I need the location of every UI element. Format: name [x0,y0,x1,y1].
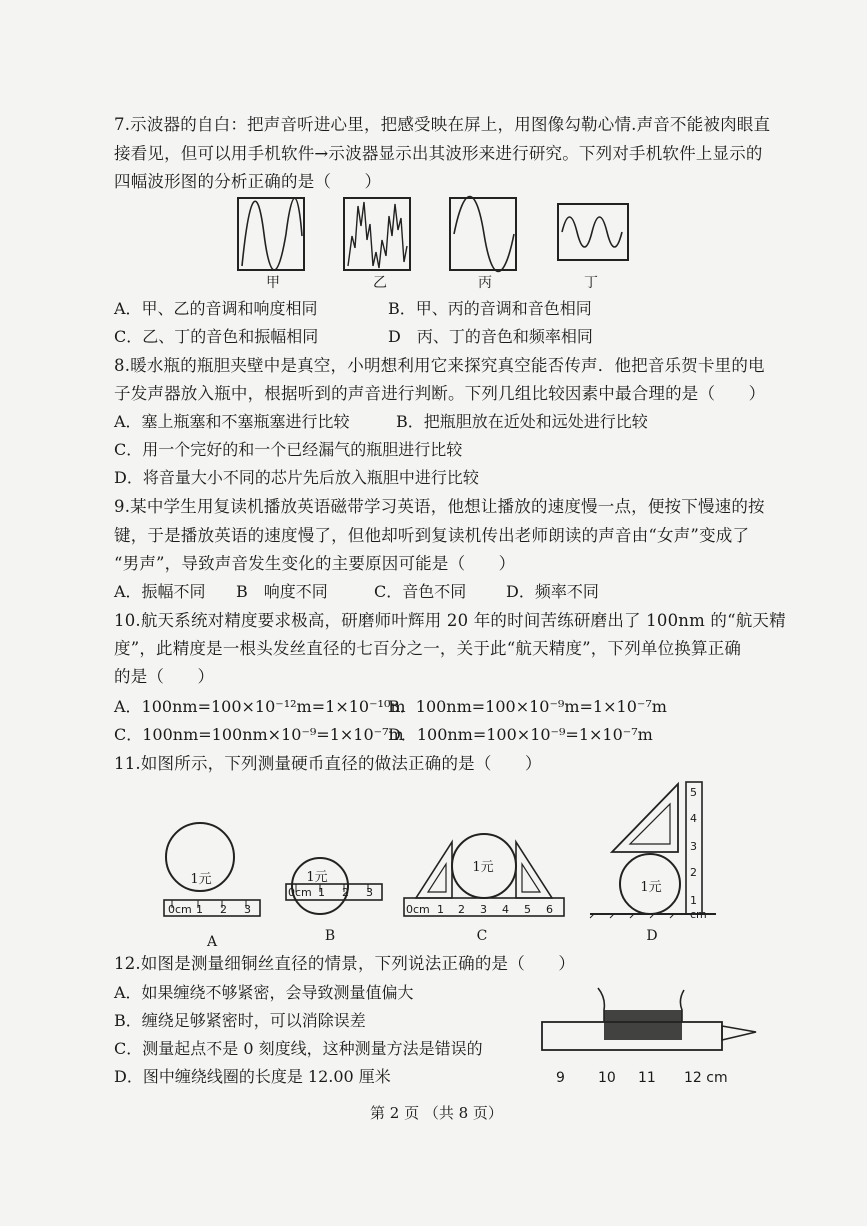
q8-line1: 8.暖水瓶的瓶胆夹壁中是真空，小明想利用它来探究真空能否传声．他把音乐贺卡里的电 [114,356,765,375]
q10-option-b: B．100nm=100×10⁻⁹m=1×10⁻⁷m [388,697,667,716]
ruler-c-3: 3 [480,903,487,916]
waveform-jia-frame [238,198,304,270]
figure-label-d: D [646,928,658,944]
coin-figure-d [590,778,720,918]
q10-line1: 10.航天系统对精度要求极高，研磨师叶辉用 20 年的时间苦练研磨出了 100nm 的“航天精 [114,611,786,630]
q8-option-a: A．塞上瓶塞和不塞瓶塞进行比较 [114,412,350,431]
ruler-b-2: 2 [342,886,349,899]
q12-option-b: B．缠绕足够紧密时，可以消除误差 [114,1011,366,1030]
q7-line3: 四幅波形图的分析正确的是（ ） [114,172,382,191]
q7-option-c: C．乙、丁的音色和振幅相同 [114,327,319,346]
wire-ruler-12: 12 cm [684,1070,728,1086]
page-footer: 第 2 页 （共 8 页） [370,1104,503,1122]
q7-line1: 7.示波器的自白：把声音听进心里，把感受映在屏上，用图像勾勒心情.声音不能被肉眼直 [114,115,771,134]
q9-option-b: B 响度不同 [236,582,328,601]
coin-c-label: 1元 [472,860,494,875]
q12-line1: 12.如图是测量细铜丝直径的情景，下列说法正确的是（ ） [114,954,576,973]
q9-option-a: A．振幅不同 [114,582,206,601]
ruler-c-4: 4 [502,903,509,916]
ruler-d-4: 4 [690,812,697,825]
q10-option-c: C．100nm=100nm×10⁻⁹=1×10⁻⁷m [114,725,404,744]
coin-b-label: 1元 [306,870,328,885]
ruler-a-3: 3 [244,903,251,916]
ruler-b-1: 1 [318,886,325,899]
waveform-ding-frame [558,204,628,260]
ruler-d-2: 2 [690,866,697,879]
q8-option-d: D．将音量大小不同的芯片先后放入瓶胆中进行比较 [114,468,479,487]
q11-line1: 11.如图所示，下列测量硬币直径的做法正确的是（ ） [114,754,542,773]
copper-wire-figure [538,988,764,1066]
triangle-left [416,842,452,898]
ruler-a-0: 0cm [168,903,192,916]
ruler-c-0: 0cm [406,903,430,916]
figure-label-b: B [324,928,336,944]
wire-ruler-11: 11 [638,1070,656,1086]
wire-ruler-10: 10 [598,1070,616,1086]
ruler-b-0: 0cm [288,886,312,899]
q9-line1: 9.某中学生用复读机播放英语磁带学习英语，他想让播放的速度慢一点，便按下慢速的按 [114,497,765,516]
q10-line3: 的是（ ） [114,667,215,686]
coin-a-label: 1元 [190,872,212,887]
ruler-d-3: 3 [690,840,697,853]
q10-option-d: D．100nm=100×10⁻⁹=1×10⁻⁷m [388,725,653,744]
waveform-bing [454,197,514,272]
q7-option-a: A．甲、乙的音调和响度相同 [114,299,318,318]
waveform-ding [562,217,622,247]
q9-line3: “男声”，导致声音发生变化的主要原因可能是（ ） [114,554,516,573]
triangle-d [612,784,678,852]
q10-option-a: A．100nm=100×10⁻¹²m=1×10⁻¹⁰m [114,697,406,716]
q12-option-a: A．如果缠绕不够紧密，会导致测量值偏大 [114,983,414,1002]
wire-ruler-9: 9 [556,1070,565,1086]
q8-option-c: C．用一个完好的和一个已经漏气的瓶胆进行比较 [114,440,463,459]
figure-label-a: A [206,934,218,950]
coin-d-label: 1元 [640,880,662,895]
q9-line2: 键，于是播放英语的速度慢了，但他却听到复读机传出老师朗读的声音由“女声”变成了 [114,526,750,545]
q8-line2: 子发声器放入瓶中，根据听到的声音进行判断。下列几组比较因素中最合理的是（ ） [114,384,766,403]
ruler-c-2: 2 [458,903,465,916]
q12-option-d: D．图中缠绕线圈的长度是 12.00 厘米 [114,1067,391,1086]
ruler-b-3: 3 [366,886,373,899]
ruler-c-6: 6 [546,903,553,916]
q12-option-c: C．测量起点不是 0 刻度线，这种测量方法是错误的 [114,1039,483,1058]
ruler-a-2: 2 [220,903,227,916]
q9-option-d: D．频率不同 [506,582,599,601]
ruler-a-1: 1 [196,903,203,916]
label-ding: 丁 [584,275,598,291]
q10-line2: 度”，此精度是一根头发丝直径的七百分之一，关于此“航天精度”，下列单位换算正确 [114,639,742,658]
waveform-jia [242,198,302,270]
q8-option-b: B．把瓶胆放在近处和远处进行比较 [396,412,648,431]
q9-option-c: C．音色不同 [374,582,467,601]
label-yi: 乙 [373,275,387,291]
waveform-figures [236,196,636,276]
q7-option-b: B．甲、丙的音调和音色相同 [388,299,592,318]
waveform-yi [348,202,407,268]
q7-option-d: D 丙、丁的音色和频率相同 [388,327,593,346]
q7-line2: 接看见，但可以用手机软件→示波器显示出其波形来进行研究。下列对手机软件上显示的 [114,144,763,163]
ruler-c-5: 5 [524,903,531,916]
figure-label-c: C [476,928,488,944]
ruler-d-5: 5 [690,786,697,799]
ruler-d-1: 1 [690,894,697,907]
pencil-tip [722,1026,756,1040]
ruler-d-unit: cm [690,908,707,921]
wire-coil [604,1010,682,1040]
label-jia: 甲 [266,275,280,291]
label-bing: 丙 [478,275,492,291]
ruler-c-1: 1 [437,903,444,916]
